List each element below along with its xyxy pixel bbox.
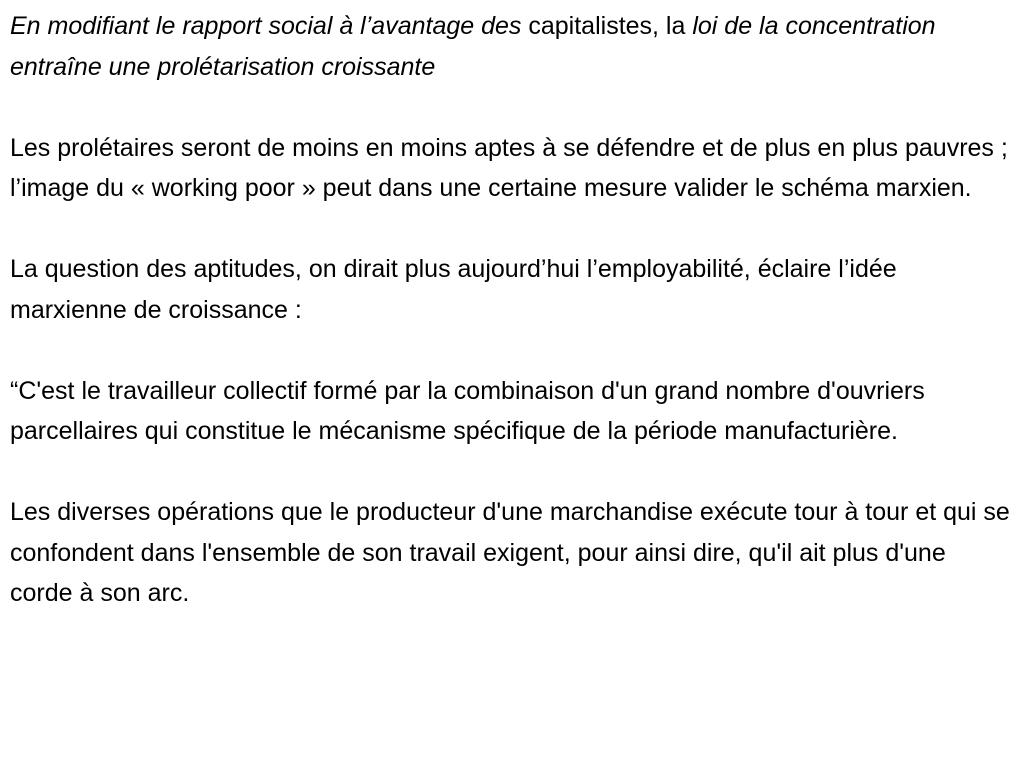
slide-body [10, 6, 1014, 614]
regular-phrase: capitalistes, la [521, 12, 693, 40]
paragraph-quote-collective-worker: “C'est le travailleur collectif formé par la combinaison d'un grand nombre d'ouvriers parcellaires qui constitue le mécanisme spécifique de la période manufacturière. [10, 376, 925, 445]
paragraph-aptitudes: La question des aptitudes, on dirait plus aujourd’hui l’employabilité, éclaire l’idée marxienne de croissance : [10, 255, 897, 324]
paragraph-quote-operations: Les diverses opérations que le producteur d'une marchandise exécute tour à tour et qui se confondent dans l'ensemble de son travail exigent, pour ainsi dire, qu'il ait plus d'une corde à son arc. [10, 498, 1010, 607]
italic-phrase-intro: En modifiant le rapport social à l’avantage des [10, 12, 522, 40]
italic-phrase-law: loi de la concentration entraîne une prolétarisation croissante [10, 12, 936, 81]
paragraph-proletarians: Les prolétaires seront de moins en moins aptes à se défendre et de plus en plus pauvres ; l’image du « working poor » peut dans une certaine mesure valider le schéma marxien. [10, 133, 1008, 202]
paragraph-concentration-law [10, 6, 1014, 87]
